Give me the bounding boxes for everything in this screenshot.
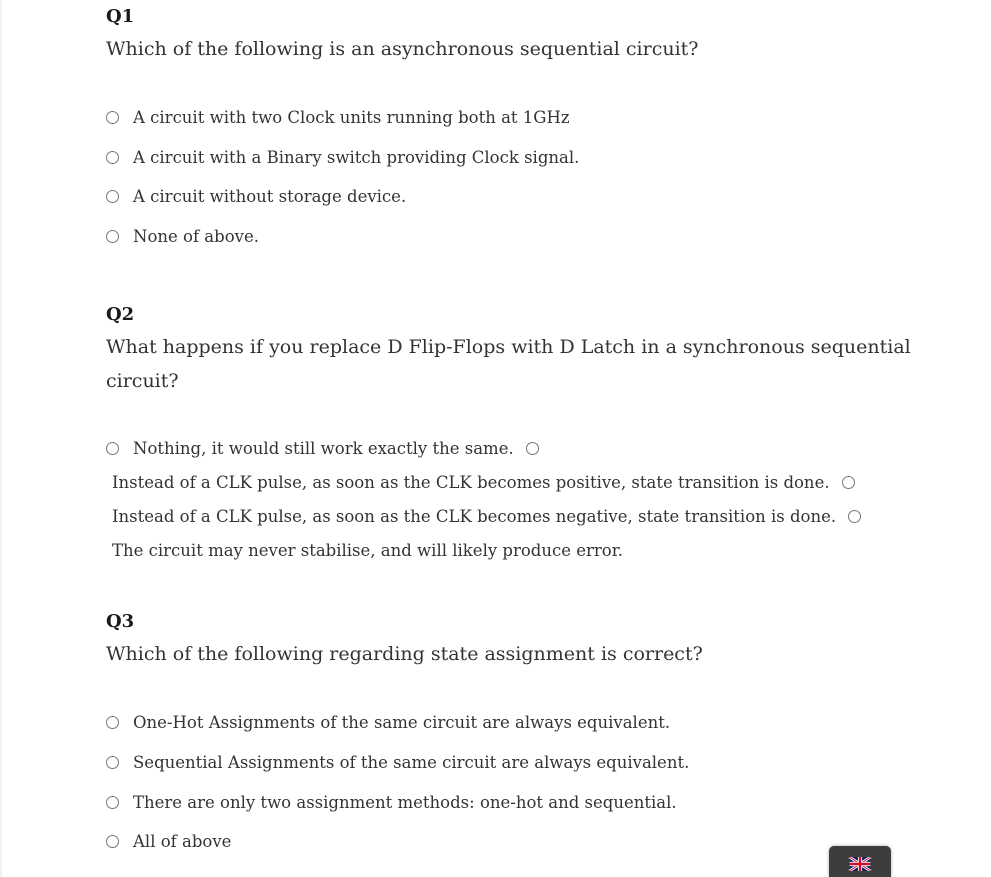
option-label[interactable]: Instead of a CLK pulse, as soon as the CLK becomes positive, state transition is done. (112, 472, 830, 492)
radio-button[interactable] (106, 190, 119, 203)
option-label[interactable]: Instead of a CLK pulse, as soon as the CLK becomes negative, state transition is done. (112, 506, 837, 526)
question-text: What happens if you replace D Flip-Flops with D Latch in a synchronous sequential circuit? (106, 336, 911, 392)
option-label: A circuit without storage device. (133, 186, 407, 206)
option-label: A circuit with two Clock units running both at 1GHz (133, 107, 570, 127)
answer-option[interactable] (106, 710, 670, 734)
option-label: Sequential Assignments of the same circuit are always equivalent. (133, 752, 690, 772)
answer-option[interactable] (106, 790, 677, 814)
option-label: All of above (133, 831, 232, 851)
radio-button[interactable] (106, 716, 119, 729)
radio-button[interactable] (526, 442, 539, 455)
option-label: A circuit with a Binary switch providing Clock signal. (133, 147, 580, 167)
question-number: Q1 (106, 6, 135, 27)
option-label: None of above. (133, 226, 259, 246)
page-left-border (0, 0, 2, 877)
answer-option[interactable] (106, 224, 259, 248)
radio-button[interactable] (106, 151, 119, 164)
radio-button[interactable] (106, 835, 119, 848)
option-label[interactable]: The circuit may never stabilise, and will likely produce error. (112, 540, 624, 560)
radio-button[interactable] (842, 476, 855, 489)
answer-option[interactable] (106, 184, 406, 208)
language-switcher-button[interactable] (829, 846, 891, 877)
radio-button[interactable] (106, 756, 119, 769)
answer-option[interactable] (106, 829, 231, 853)
answer-option[interactable] (106, 750, 689, 774)
radio-button[interactable] (106, 111, 119, 124)
question-text: Which of the following regarding state assignment is correct? (106, 643, 703, 665)
uk-flag-icon (849, 857, 871, 871)
answer-options-inline (106, 436, 539, 460)
radio-button[interactable] (106, 796, 119, 809)
answer-options-inline (112, 538, 623, 562)
answer-options-inline (112, 504, 861, 528)
answer-option[interactable] (106, 105, 570, 129)
question-number: Q3 (106, 611, 135, 632)
answer-options-inline (112, 470, 855, 494)
answer-option[interactable] (106, 145, 579, 169)
radio-button[interactable] (848, 510, 861, 523)
option-label: There are only two assignment methods: one-hot and sequential. (133, 792, 677, 812)
option-label: One-Hot Assignments of the same circuit are always equivalent. (133, 712, 671, 732)
question-text: Which of the following is an asynchronous sequential circuit? (106, 38, 699, 60)
radio-button[interactable] (106, 230, 119, 243)
question-number: Q2 (106, 304, 135, 325)
radio-button[interactable] (106, 442, 119, 455)
option-label[interactable]: Nothing, it would still work exactly the same. (133, 438, 514, 458)
